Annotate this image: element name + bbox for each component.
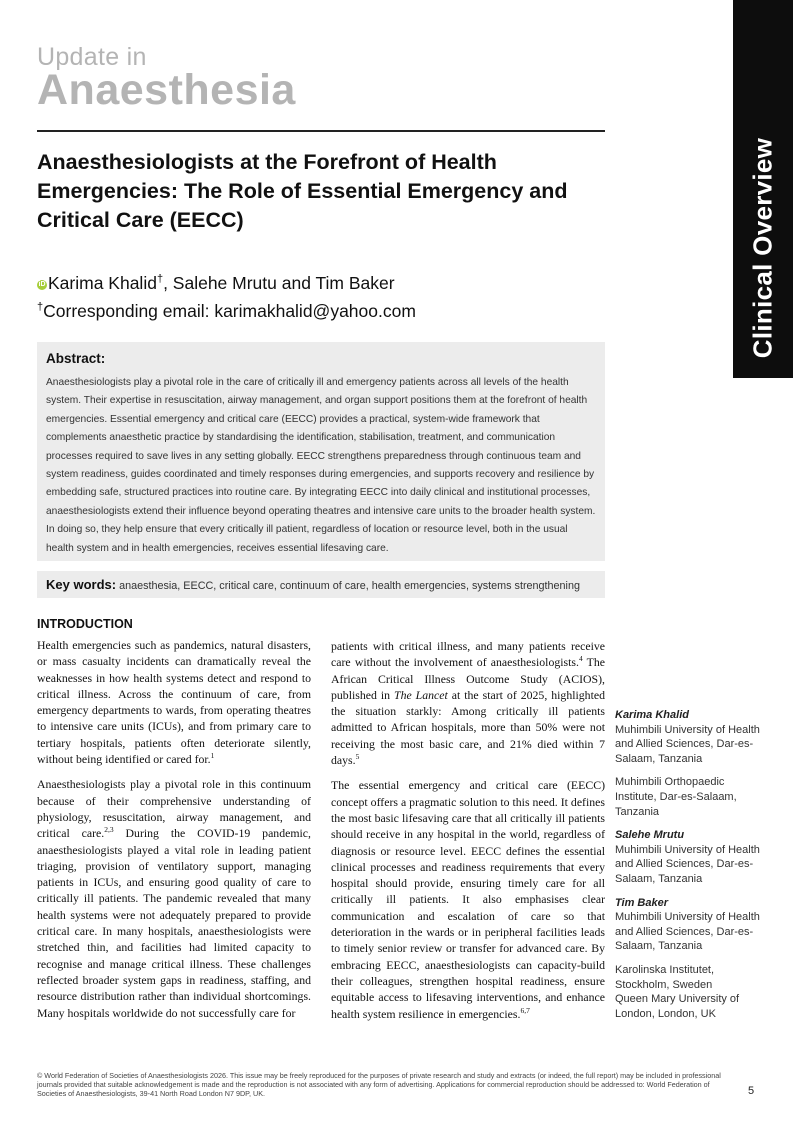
author-karima: Karima Khalid [48, 272, 157, 293]
body-column-right [331, 638, 605, 1031]
abstract-box [37, 342, 605, 561]
affiliation-name-salehe: Salehe Mrutu [615, 829, 685, 842]
citation-4: 4 [578, 654, 583, 664]
paragraph-3-text-c: at the start of 2025, highlighted the situation starkly: Among critically ill patients admitted to African hospitals, more than 50% were not receiving the most basic care, and 21% died within 7 days. [331, 687, 605, 768]
corresponding-email[interactable]: Corresponding email: karimakhalid@yahoo.com [43, 300, 416, 321]
paragraph-2 [37, 776, 311, 1020]
author-block [37, 267, 597, 323]
paragraph-3-text-b: The African Critical Illness Outcome Study (ACIOS), published in [331, 655, 605, 702]
citation-6-7: 6,7 [520, 1005, 530, 1015]
affiliation-karima-2: Muhimbili Orthopaedic Institute, Dar-es-Salaam, Tanzania [615, 776, 737, 818]
paragraph-3-text-a: patients with critical illness, and many patients receive care without the involvement of anaesthesiologists. [331, 639, 605, 670]
paragraph-4-text: The essential emergency and critical care (EECC) concept offers a pragmatic solution to this need. It defines the most basic lifesaving care that all critically ill patients should receive in any hospital in the world, regardless of diagnosis or resource level. EECC defines the essential clinical processes and readiness requirements that every hospital should provide, ensuring timely care for all critically ill patients. It also emphasises clear communication and escalation of care so that deterioration in the wards or in peripheral facilities leads to timely senior review or transfer for advanced care. By embracing EECC, anaesthesiologists can capacity-build their colleagues, strengthen hospital readiness, ensure equitable access to lifesaving interventions, and enhance health system resilience in emergencies. [331, 778, 605, 1021]
paragraph-1 [37, 637, 311, 767]
section-tab-label: Clinical Overview [747, 137, 778, 359]
keywords-label: Key words: [46, 577, 117, 592]
article-title: Anaesthesiologists at the Forefront of Health Emergencies: The Role of Essential Emergency and Critical Care (EECC) [37, 150, 568, 232]
affiliations [615, 708, 765, 1021]
affiliation-salehe-1: Muhimbili University of Health and Allied Sciences, Dar-es-Salaam, Tanzania [615, 843, 760, 885]
citation-5: 5 [355, 752, 360, 762]
paragraph-3 [331, 638, 605, 768]
affiliation-name-karima: Karima Khalid [615, 709, 689, 721]
page-number: 5 [748, 1085, 755, 1097]
affiliation-karima-1: Muhimbili University of Health and Allied Sciences, Dar-es-Salaam, Tanzania [615, 723, 760, 765]
abstract-heading: Abstract: [46, 351, 106, 366]
masthead-anaesthesia: Anaesthesia [37, 66, 296, 114]
paragraph-2-text-b: During the COVID-19 pandemic, anaesthesiologists played a vital role in leading patient triaging, provision of ventilatory support, managing patients in ICUs, and ensuring good quality of care to critically ill patients. The pandemic revealed that many health systems were not adequately prepared to provide critical care. In many hospitals, anaesthesiologists were stretched thin, and facilities had limited capacity to recognise and manage critical illness. These challenges reflected broader system gaps in readiness, staffing, and resource distribution rather than individual shortcomings. Many hospitals worldwide do not successfully care for [37, 826, 311, 1020]
header-rule [37, 130, 605, 132]
citation-2-3: 2,3 [104, 825, 114, 835]
orcid-icon[interactable]: iD [38, 280, 46, 288]
author-line [37, 267, 597, 295]
abstract-body: Anaesthesiologists play a pivotal role in the care of critically ill and emergency patients across all levels of the health system. Their expertise in resuscitation, airway management, and organ support positions them at the forefront of health emergencies. Essential emergency and critical care (EECC) provides a practical, system-wide framework that complements anaesthetic practice by standardising the identification, stabilisation, treatment, and communication processes required to save lives in any setting globally. EECC strengthens preparedness through continuous team and system readiness, guides coordinated and timely responses during emergencies, and supports recovery and resilience by embedding safe, structured practices into routine care. By integrating EECC into daily clinical and institutional processes, anaesthesiologists extend their influence beyond operating theatres and intensive care units to the broader health system. In doing so, they help ensure that every critically ill patient, regardless of location or resource level, both in the usual health system and in health emergencies, receives essential lifesaving care. [46, 377, 596, 554]
affiliation-name-tim: Tim Baker [615, 896, 668, 909]
author-dagger: † [156, 273, 164, 285]
corresponding-dagger: † [37, 300, 44, 313]
keywords-text: anaesthesia, EECC, critical care, continuum of care, health emergencies, systems strengthening [116, 580, 580, 592]
affiliation-tim-1: Muhimbili University of Health and Allied Sciences, Dar-es-Salaam, Tanzania [615, 911, 760, 953]
paragraph-4 [331, 777, 605, 1021]
journal-masthead [37, 43, 296, 114]
copyright-footer: © World Federation of Societies of Anaesthesiologists 2026. This issue may be freely reproduced for the purposes of private research and study and extracts (or indeed, the full report) may be included in professional journals provided that suitable acknowledgement is made and the reproduction is not associated with any form of advertising. Applications for commercial reproduction should be addressed to: World Federation of Societies of Anaesthesiologists, 39-41 North Road London N7 9DP, UK. [37, 1071, 721, 1098]
author-others: , Salehe Mrutu and Tim Baker [163, 272, 395, 293]
body-column-left [37, 616, 311, 1030]
corresponding-line [37, 295, 597, 323]
affiliation-tim-3: Queen Mary University of London, London, UK [615, 993, 740, 1020]
section-tab [733, 0, 793, 378]
affiliation-tim-2: Karolinska Institutet, Stockholm, Sweden [615, 963, 715, 991]
introduction-heading: INTRODUCTION [37, 617, 133, 631]
paragraph-1-text: Health emergencies such as pandemics, natural disasters, or mass casualty incidents can dramatically reveal the weaknesses in how health systems detect and respond to critical illness. Across the continuum of care, from emergency departments to wards, from operating theatres to intensive care units (ICUs), and from primary care to tertiary hospitals, patients often deteriorate silently, without being identified or cared for. [37, 638, 311, 767]
masthead-update-in: Update in [37, 43, 147, 71]
citation-1: 1 [210, 751, 215, 761]
journal-lancet: The Lancet [394, 687, 448, 702]
paragraph-2-text-a: Anaesthesiologists play a pivotal role in this continuum because of their comprehensive understanding of physiology, resuscitation, airway management, and critical care. [37, 777, 311, 841]
keywords-box [37, 571, 605, 598]
